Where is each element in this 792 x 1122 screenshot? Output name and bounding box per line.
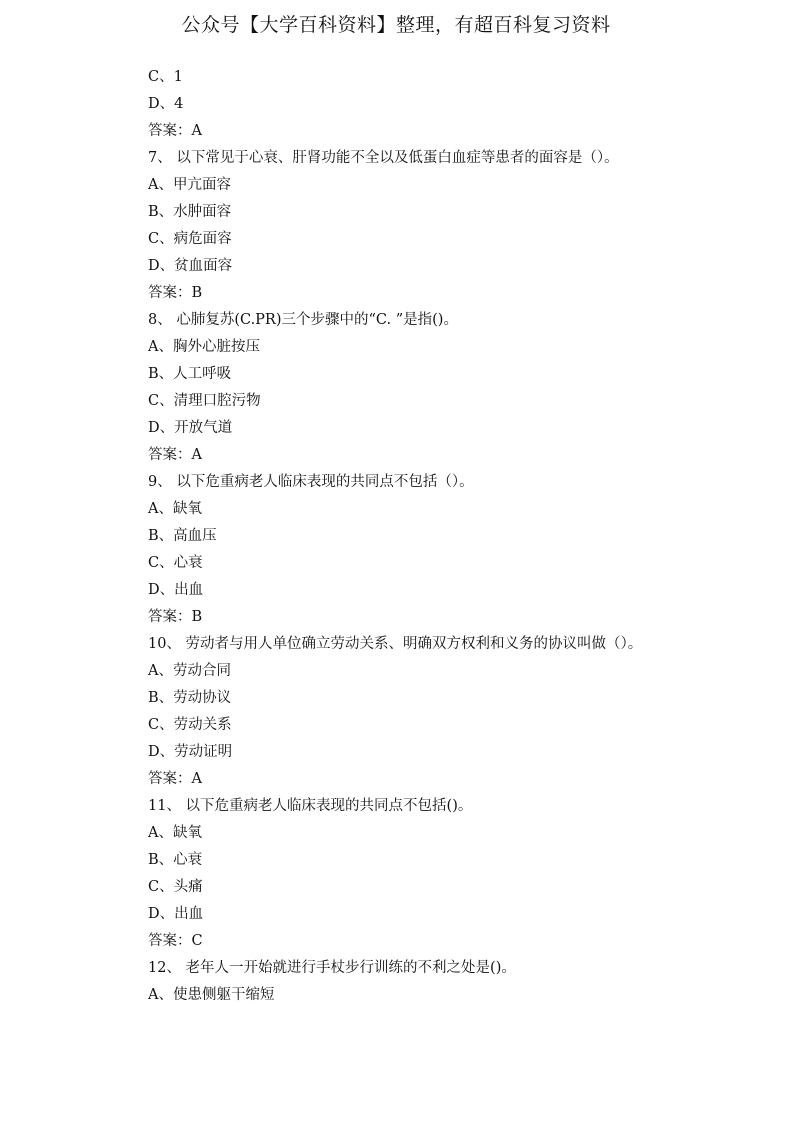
option-line: D、劳动证明 <box>148 744 233 760</box>
option-line: A、甲亢面容 <box>148 177 231 193</box>
question-9: 9、 以下危重病老人临床表现的共同点不包括（）。 <box>148 474 474 490</box>
answer-line: 答案：C <box>148 933 203 949</box>
option-line: C、病危面容 <box>148 231 232 247</box>
document-body <box>148 64 708 1009</box>
text-line: C、1 <box>148 69 183 85</box>
option-line: B、高血压 <box>148 528 217 544</box>
option-line: D、开放气道 <box>148 420 233 436</box>
question-7: 7、 以下常见于心衰、肝肾功能不全以及低蛋白血症等患者的面容是（）。 <box>148 150 619 166</box>
option-line: C、清理口腔污物 <box>148 393 261 409</box>
option-line: D、贫血面容 <box>148 258 233 274</box>
page-header: 公众号【大学百科资料】整理，有超百科复习资料 <box>181 14 611 36</box>
question-10: 10、 劳动者与用人单位确立劳动关系、明确双方权利和义务的协议叫做（）。 <box>148 636 643 652</box>
option-line: A、缺氧 <box>148 825 202 841</box>
answer-line: 答案：A <box>148 447 202 463</box>
option-line: B、心衰 <box>148 852 203 868</box>
question-11: 11、 以下危重病老人临床表现的共同点不包括()。 <box>148 798 473 814</box>
option-line: A、胸外心脏按压 <box>148 339 260 355</box>
option-line: D、出血 <box>148 906 204 922</box>
question-8: 8、 心肺复苏(C.PR)三个步骤中的“C. ”是指()。 <box>148 312 458 328</box>
answer-line: 答案：A <box>148 771 202 787</box>
text-line: D、4 <box>148 96 184 112</box>
answer-line: 答案：A <box>148 123 202 139</box>
option-line: C、头痛 <box>148 879 203 895</box>
option-line: B、劳动协议 <box>148 690 232 706</box>
answer-line: 答案：B <box>148 285 203 301</box>
option-line: A、使患侧躯干缩短 <box>148 987 275 1003</box>
option-line: C、劳动关系 <box>148 717 232 733</box>
option-line: C、心衰 <box>148 555 203 571</box>
option-line: D、出血 <box>148 582 204 598</box>
option-line: A、劳动合同 <box>148 663 231 679</box>
answer-line: 答案：B <box>148 609 203 625</box>
option-line: B、人工呼吸 <box>148 366 232 382</box>
option-line: B、水肿面容 <box>148 204 232 220</box>
question-12: 12、 老年人一开始就进行手杖步行训练的不利之处是()。 <box>148 960 516 976</box>
option-line: A、缺氧 <box>148 501 202 517</box>
